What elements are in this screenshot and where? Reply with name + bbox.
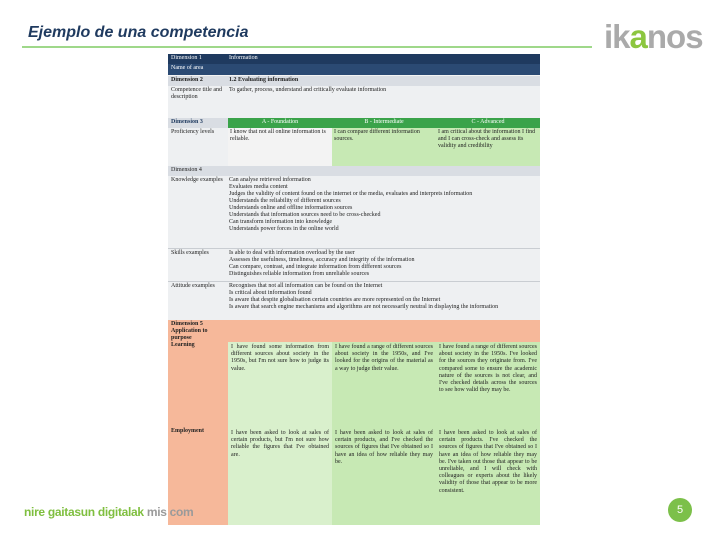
knowledge-item: Can analyse retrieved information — [229, 177, 311, 183]
employment-label: Employment — [171, 428, 204, 434]
dim5-title: Dimension 5 Application to purpose — [171, 321, 208, 341]
skills-item: Is able to deal with information overload by the user — [229, 250, 355, 256]
row-dimension-2 — [168, 76, 540, 86]
knowledge-item: Evaluates media content — [229, 184, 288, 190]
row-name-of-area — [168, 64, 540, 75]
level-b-header: B - Intermediate — [364, 119, 404, 125]
row-attitude — [168, 282, 540, 320]
knowledge-item: Understands that information sources need to be cross-checked — [229, 212, 381, 218]
logo-accent: a — [629, 18, 647, 55]
knowledge-item: Understands power forces in the online world — [229, 226, 339, 232]
row-dimension-5 — [168, 320, 540, 525]
row-dimension-4 — [168, 166, 540, 176]
footer-part-2: mis com — [143, 505, 194, 519]
attitude-item: Recognises that not all information can be found on the Internet — [229, 283, 383, 289]
competence-value: To gather, process, understand and critically evaluate information — [229, 87, 387, 93]
skills-label: Skills examples — [171, 250, 209, 256]
level-c-header: C - Advanced — [471, 119, 505, 125]
learning-label: Learning — [171, 342, 195, 348]
employment-c: I have been asked to look at sales of certain products. I've checked the sources of figures that I've obtained so I have an idea of how reliable they may be. I've taken out those that appear to be unreliable, and I will check with colleagues or experts about the likely validity of those that appear to be more consistent. — [436, 428, 540, 525]
attitude-label: Attitude examples — [171, 283, 215, 289]
attitude-item: Is critical about information found — [229, 290, 312, 296]
attitude-item: Is aware that despite globalisation certain countries are more represented on the Internet — [229, 297, 441, 303]
competence-document — [168, 54, 540, 525]
knowledge-list — [229, 177, 536, 233]
area-label: Name of area — [171, 65, 204, 71]
employment-a: I have been asked to look at sales of certain products, but I'm not sure how reliable the figures that I've obtained are. — [228, 428, 332, 525]
knowledge-label: Knowledge examples — [171, 177, 223, 183]
learning-a: I have found some information from different sources about society in the 1950s, but I'm not sure how to judge its value. — [228, 342, 332, 428]
row-competence — [168, 86, 540, 118]
title-underline — [22, 46, 592, 48]
row-dimension-1 — [168, 54, 540, 64]
competence-label: Competence title and description — [171, 87, 222, 100]
ikanos-logo — [604, 18, 704, 54]
dim3-label: Dimension 3 — [168, 118, 228, 128]
proficiency-label: Proficiency levels — [171, 129, 215, 135]
dim4-label: Dimension 4 — [171, 167, 202, 173]
slide-title: Ejemplo de una competencia — [28, 24, 249, 41]
dim5-label — [171, 321, 221, 349]
dim2-label: Dimension 2 — [171, 77, 203, 83]
attitude-item: Is aware that search engine mechanisms and algorithms are not necessarily neutral in displaying the information — [229, 304, 499, 310]
dim1-value: Information — [229, 55, 258, 61]
proficiency-b: I can compare different information sources. — [332, 128, 436, 166]
employment-b: I have been asked to look at sales of certain products, and I've checked the sources of figures that I've obtained so I have an idea of how reliable they may be. — [332, 428, 436, 525]
level-a-header: A - Foundation — [261, 119, 299, 125]
row-proficiency — [168, 128, 540, 166]
attitude-list — [229, 283, 536, 311]
knowledge-item: Judges the validity of content found on the internet or the media, evaluates and interprets information — [229, 191, 473, 197]
row-dimension-3 — [168, 118, 540, 128]
knowledge-item: Understands the reliability of different sources — [229, 198, 341, 204]
row-knowledge — [168, 176, 540, 248]
learning-c: I have found a range of different sources about society in the 1950s. I've looked for the sources they originate from. I've compared some to ensure the academic nature of the sources is not clear, and I've checked details across the sources to see how valid they may be. — [436, 342, 540, 428]
footer-tagline — [24, 505, 193, 519]
row-skills — [168, 249, 540, 281]
dim2-value: 1.2 Evaluating information — [229, 77, 299, 83]
skills-item: Distinguishes reliable information from unreliable sources — [229, 271, 370, 277]
knowledge-item: Understands online and offline information sources — [229, 205, 353, 211]
skills-item: Can compare, contrast, and integrate information from different sources — [229, 264, 402, 270]
proficiency-c: I am critical about the information I find and I can cross-check and assess its validity and credibility — [436, 128, 540, 166]
logo-suffix: nos — [646, 18, 703, 55]
skills-list — [229, 250, 536, 278]
skills-item: Assesses the usefulness, timeliness, accuracy and integrity of the information — [229, 257, 415, 263]
dim1-label: Dimension 1 — [171, 55, 202, 61]
logo-prefix: ik — [604, 18, 630, 55]
knowledge-item: Can transform information into knowledge — [229, 219, 332, 225]
footer-part-1: nire gaitasun digitalak — [24, 505, 144, 519]
learning-b: I have found a range of different sources about society in the 1950s, and I've looked for the origins of the material as a way to judge their value. — [332, 342, 436, 428]
page-number-badge: 5 — [668, 498, 692, 522]
proficiency-a: I know that not all online information is reliable. — [228, 128, 332, 166]
